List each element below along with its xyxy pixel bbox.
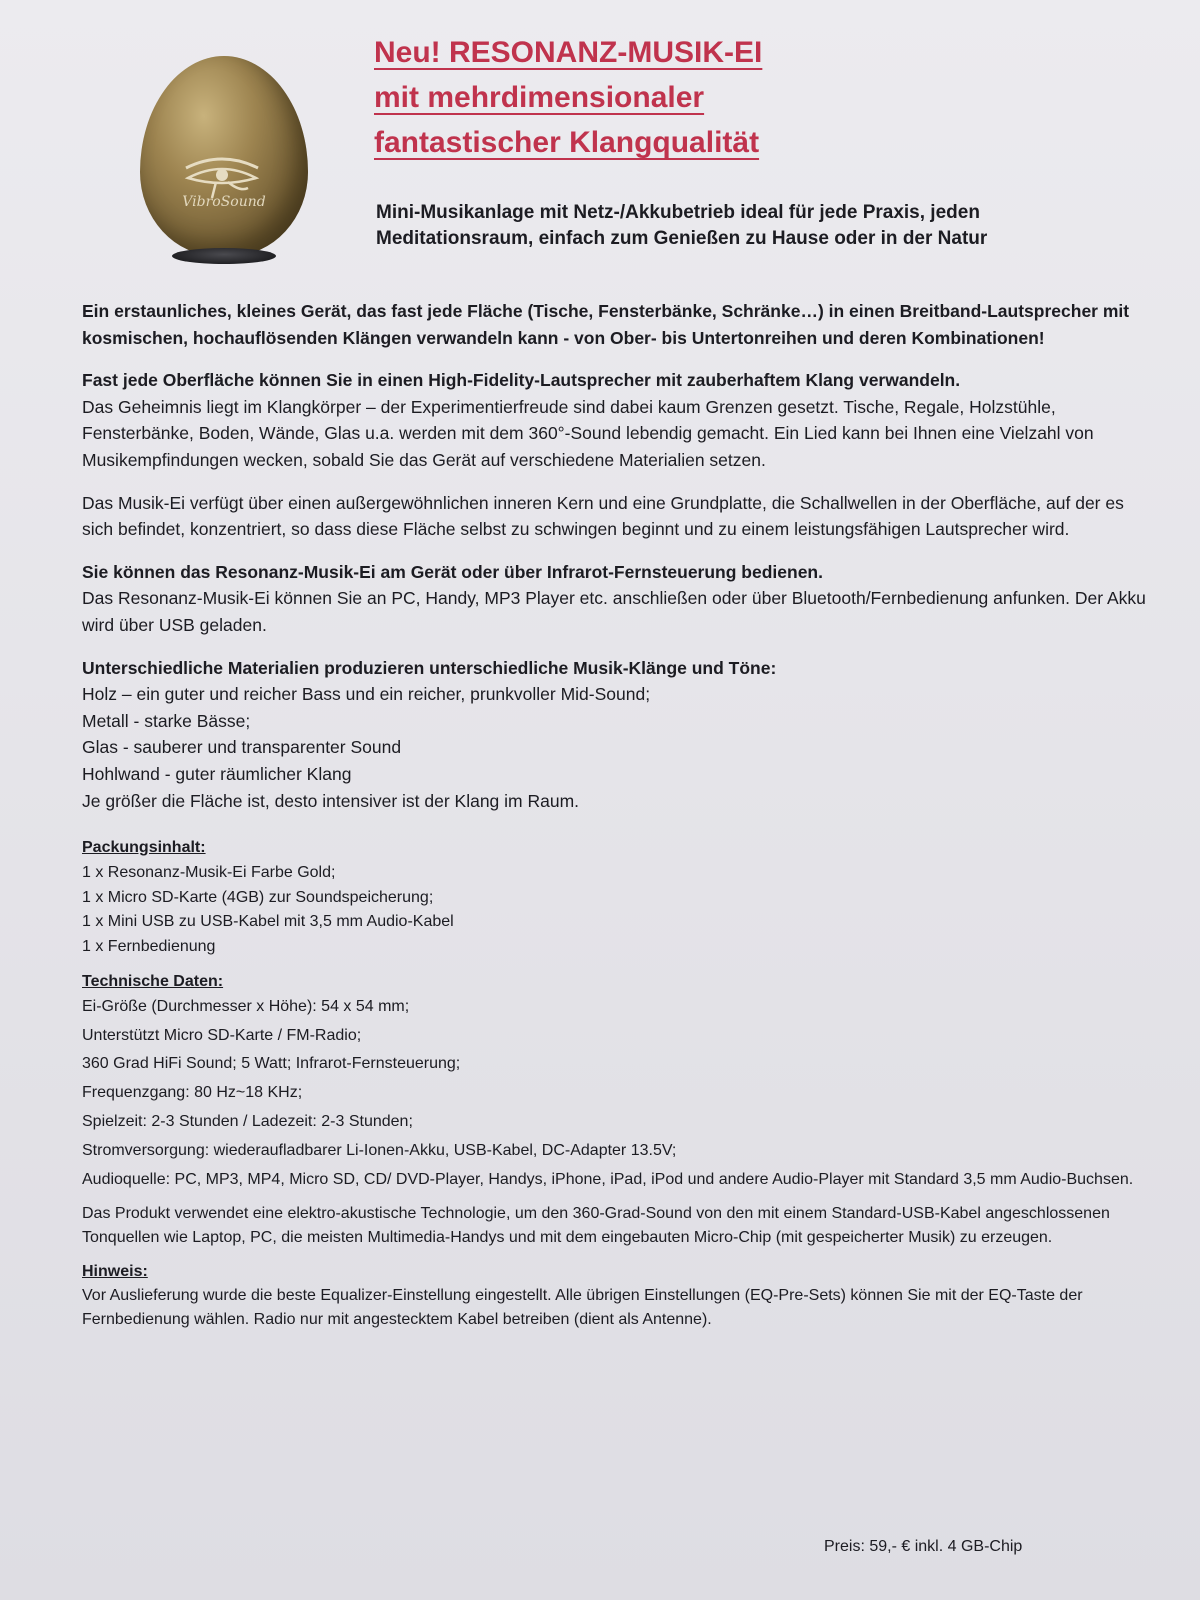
price-label: Preis: 59,- € inkl. 4 GB-Chip — [824, 1538, 1023, 1555]
tech-item: Spielzeit: 2-3 Stunden / Ladezeit: 2-3 Stunden; — [82, 1113, 413, 1131]
section-control — [82, 559, 1147, 639]
package-contents — [82, 836, 1147, 960]
package-item: 1 x Micro SD-Karte (4GB) zur Soundspeicherung; — [82, 888, 434, 906]
product-note: Das Produkt verwendet eine elektro-akustische Technologie, um den 360-Grad-Sound von den mit einem Standard-USB-Kabel angeschlossenen Tonquellen wie Laptop, PC, die meisten Multimedia-Handys und mit dem eingebauten Micro-Chip (mit gespeicherter Musik) zu erzeugen. — [82, 1205, 1110, 1247]
material-line: Glas - sauberer und transparenter Sound — [82, 737, 402, 758]
tech-item: Unterstützt Micro SD-Karte / FM-Radio; — [82, 1026, 362, 1044]
egg-brand-logo: VibroSound — [182, 194, 266, 210]
headline-line-3: fantastischer Klangqualität — [374, 126, 760, 159]
tech-heading: Technische Daten: — [82, 973, 224, 991]
package-item: 1 x Mini USB zu USB-Kabel mit 3,5 mm Audio-Kabel — [82, 913, 454, 931]
material-line: Hohlwand - guter räumlicher Klang — [82, 763, 352, 784]
hint-block — [82, 1260, 1147, 1332]
product-image-egg — [136, 56, 312, 270]
section-core: Das Musik-Ei verfügt über einen außergewöhnlichen inneren Kern und eine Grundplatte, die Schallwellen in der Oberfläche, auf der es sich befindet, konzentriert, so dass diese Fläche selbst zu schwingen beginnt und zu einem leistungsfähigen Lautsprecher wird. — [82, 492, 1124, 540]
section-surfaces-text: Das Geheimnis liegt im Klangkörper – der Experimentierfreude sind dabei kaum Grenzen gesetzt. Tische, Regale, Holzstühle, Fensterbänke, Boden, Wände, Glas u.a. werden mit dem 360°-Sound lebendig gemacht. Ein Lied kann bei Ihnen eine Vielzahl von Musikempfindungen wecken, sobald Sie das Gerät auf verschiedene Materialien setzen. — [82, 396, 1094, 470]
main-content — [82, 298, 1147, 1342]
section-control-heading: Sie können das Resonanz-Musik-Ei am Gerät oder über Infrarot-Fernsteuerung bedienen. — [82, 561, 823, 582]
tech-item: 360 Grad HiFi Sound; 5 Watt; Infrarot-Fernsteuerung; — [82, 1055, 461, 1073]
tech-item: Frequenzgang: 80 Hz~18 KHz; — [82, 1084, 303, 1102]
package-heading: Packungsinhalt: — [82, 839, 206, 857]
package-item: 1 x Fernbedienung — [82, 938, 216, 956]
headline-line-2: mit mehrdimensionaler — [374, 81, 705, 114]
material-line: Holz – ein guter und reicher Bass und ein reicher, prunkvoller Mid-Sound; — [82, 684, 651, 705]
subheadline: Mini-Musikanlage mit Netz-/Akkubetrieb ideal für jede Praxis, jeden Meditationsraum, einfach zum Genießen zu Hause oder in der Natur — [376, 202, 988, 250]
material-line: Je größer die Fläche ist, desto intensiver ist der Klang im Raum. — [82, 790, 580, 811]
tech-item: Audioquelle: PC, MP3, MP4, Micro SD, CD/ DVD-Player, Handys, iPhone, iPad, iPod und andere Audio-Player mit Standard 3,5 mm Audio-Buchsen. — [82, 1170, 1134, 1188]
package-item: 1 x Resonanz-Musik-Ei Farbe Gold; — [82, 863, 336, 881]
hint-heading: Hinweis: — [82, 1263, 148, 1281]
technical-data — [82, 970, 1147, 1192]
notes — [82, 1202, 1147, 1332]
headline-line-1: Neu! RESONANZ-MUSIK-EI — [374, 36, 763, 69]
section-materials-heading: Unterschiedliche Materialien produzieren unterschiedliche Musik-Klänge und Töne: — [82, 657, 777, 678]
lead-paragraph: Ein erstaunliches, kleines Gerät, das fast jede Fläche (Tische, Fensterbänke, Schränke…) in einen Breitband-Lautsprecher mit kosmischen, hochauflösenden Klängen verwandeln kann - von Ober- bis Untertonreihen und deren Kombinationen! — [82, 301, 1130, 348]
section-surfaces-heading: Fast jede Oberfläche können Sie in einen High-Fidelity-Lautsprecher mit zauberhaftem Klang verwandeln. — [82, 370, 961, 391]
section-surfaces — [82, 367, 1147, 473]
tech-item: Stromversorgung: wiederaufladbarer Li-Ionen-Akku, USB-Kabel, DC-Adapter 13.5V; — [82, 1141, 677, 1159]
egg-base — [172, 248, 276, 264]
section-materials — [82, 655, 1147, 815]
section-control-text: Das Resonanz-Musik-Ei können Sie an PC, Handy, MP3 Player etc. anschließen oder über Bluetooth/Fernbedienung anfunken. Der Akku wird über USB geladen. — [82, 588, 1146, 635]
material-line: Metall - starke Bässe; — [82, 710, 251, 731]
tech-item: Ei-Größe (Durchmesser x Höhe): 54 x 54 mm; — [82, 997, 410, 1015]
hint-text: Vor Auslieferung wurde die beste Equalizer-Einstellung eingestellt. Alle übrigen Einstellungen (EQ-Pre-Sets) können Sie mit der EQ-Taste der Fernbedienung wählen. Radio nur mit angestecktem Kabel betreiben (dient als Antenne). — [82, 1287, 1083, 1329]
headline — [374, 30, 1174, 165]
